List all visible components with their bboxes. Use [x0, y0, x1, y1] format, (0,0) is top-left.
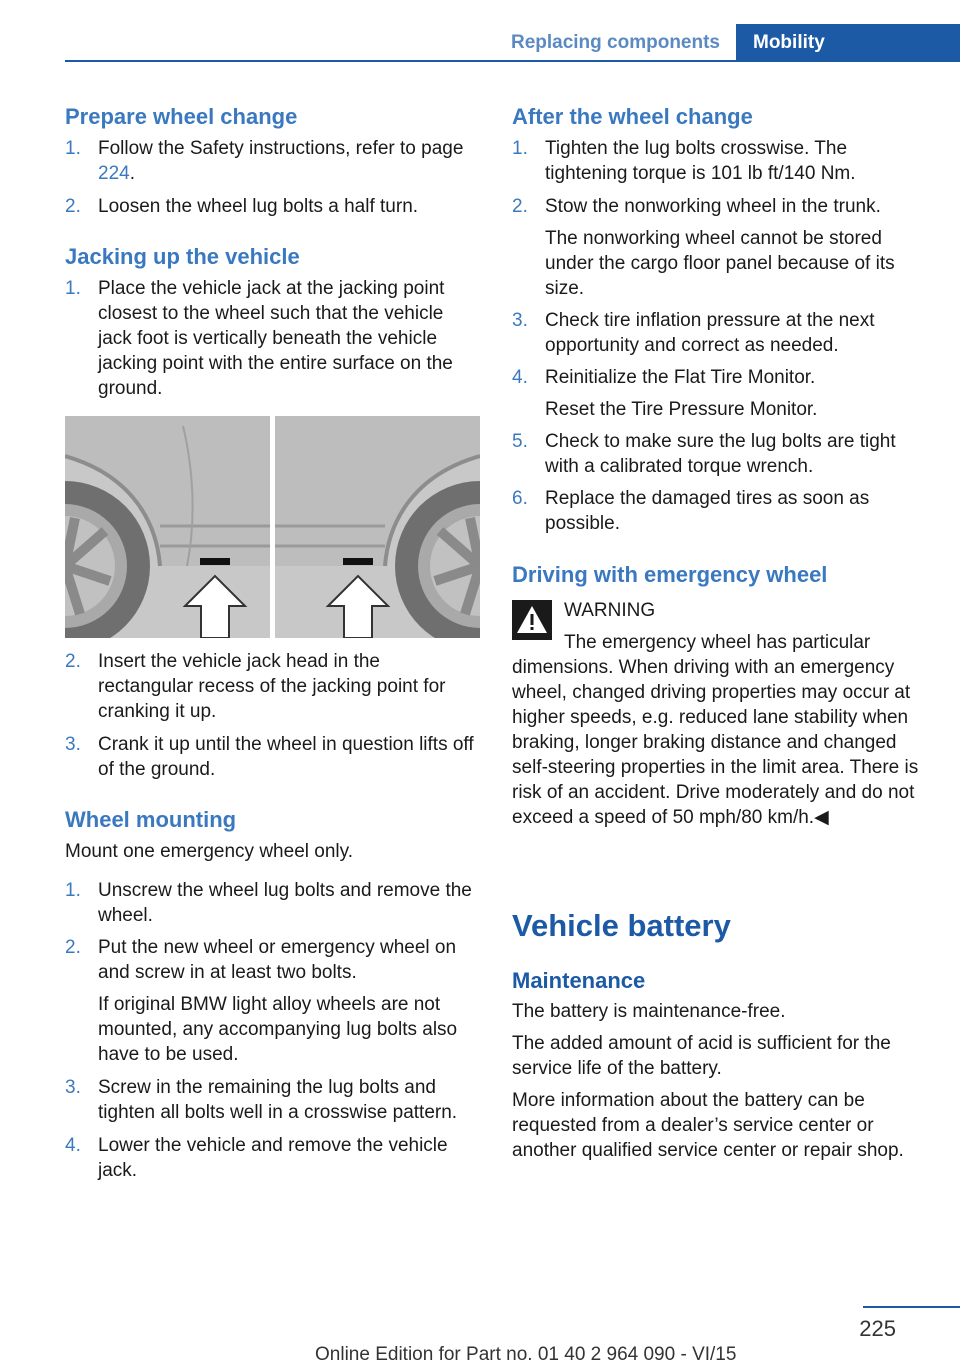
after-wheel-change-heading: After the wheel change	[512, 104, 753, 129]
header-chapter-tab[interactable]: Mobility	[736, 24, 960, 62]
emergency-wheel-heading: Driving with emergency wheel	[512, 562, 828, 587]
edition-footer: Online Edition for Part no. 01 40 2 964 090 - VI/15	[315, 1344, 737, 1365]
list-item: 4. Reinitialize the Flat Tire Monitor. Reset the Tire Pressure Monitor.	[512, 367, 818, 420]
maintenance-paragraph: The battery is maintenance-free.	[512, 1001, 786, 1022]
maintenance-paragraph: More information about the battery can be requested from a dealer’s service center or another qualified service center or repair shop.	[512, 1090, 904, 1161]
warning-text: The emergency wheel has particular dimensions. When driving with an emergency wheel, changed driving properties may occur at higher speeds, e.g. reduced lane stability when braking, longer braking distance and changed self-steering properties in the limit area. There is risk of an accident. Drive moderately and do not exceed a speed of 50 mph/80 km/h.◀	[512, 632, 919, 828]
wheel-mounting-heading: Wheel mounting	[65, 807, 237, 832]
header-section-title: Replacing components	[510, 32, 720, 53]
mounting-intro: Mount one emergency wheel only.	[65, 841, 353, 862]
page-number: 225	[859, 1316, 896, 1341]
list-item: 2. Put the new wheel or emergency wheel on and screw in at least two bolts. If original BMW light alloy wheels are not mounted, any accompanying lug bolts also have to be used.	[65, 937, 458, 1065]
footer-rule	[863, 1306, 960, 1308]
jacking-up-heading: Jacking up the vehicle	[65, 244, 300, 269]
list-item: 1. Place the vehicle jack at the jacking point closest to the wheel such that the vehicle jack foot is vertically beneath the vehicle jacking point with the entire surface on the ground.	[65, 278, 453, 399]
list-item: 4. Lower the vehicle and remove the vehicle jack.	[65, 1135, 448, 1181]
list-item: 6. Replace the damaged tires as soon as possible.	[512, 488, 870, 534]
list-item: 1. Follow the Safety instructions, refer to page 224.	[65, 138, 464, 184]
prepare-wheel-change-heading: Prepare wheel change	[65, 104, 298, 129]
list-item: 2. Insert the vehicle jack head in the rectangular recess of the jacking point for cranking it up.	[65, 651, 446, 722]
list-item: 3. Crank it up until the wheel in question lifts off of the ground.	[65, 734, 474, 780]
list-item: 3. Check tire inflation pressure at the next opportunity and correct as needed.	[512, 310, 875, 356]
list-item: 5. Check to make sure the lug bolts are tight with a calibrated torque wrench.	[512, 431, 896, 477]
maintenance-paragraph: The added amount of acid is sufficient for the service life of the battery.	[512, 1033, 891, 1079]
maintenance-heading: Maintenance	[512, 968, 646, 993]
warning-triangle-icon	[512, 600, 552, 640]
list-item: 3. Screw in the remaining the lug bolts and tighten all bolts well in a crosswise pattern.	[65, 1077, 458, 1123]
list-item: 2. Loosen the wheel lug bolts a half turn.	[65, 196, 419, 217]
list-item: 1. Unscrew the wheel lug bolts and remove the wheel.	[65, 880, 472, 926]
warning-label: WARNING	[564, 600, 656, 621]
list-item: 1. Tighten the lug bolts crosswise. The tightening torque is 101 lb ft/140 Nm.	[512, 138, 856, 184]
list-item: 2. Stow the nonworking wheel in the trunk. The nonworking wheel cannot be stored under the cargo floor panel because of its size.	[512, 196, 895, 299]
jacking-point-illustration-svg	[65, 416, 480, 638]
jacking-point-illustration	[65, 416, 480, 638]
header-rule	[65, 60, 960, 62]
page-reference-link[interactable]: 224	[98, 163, 130, 184]
vehicle-battery-heading: Vehicle battery	[512, 908, 731, 943]
